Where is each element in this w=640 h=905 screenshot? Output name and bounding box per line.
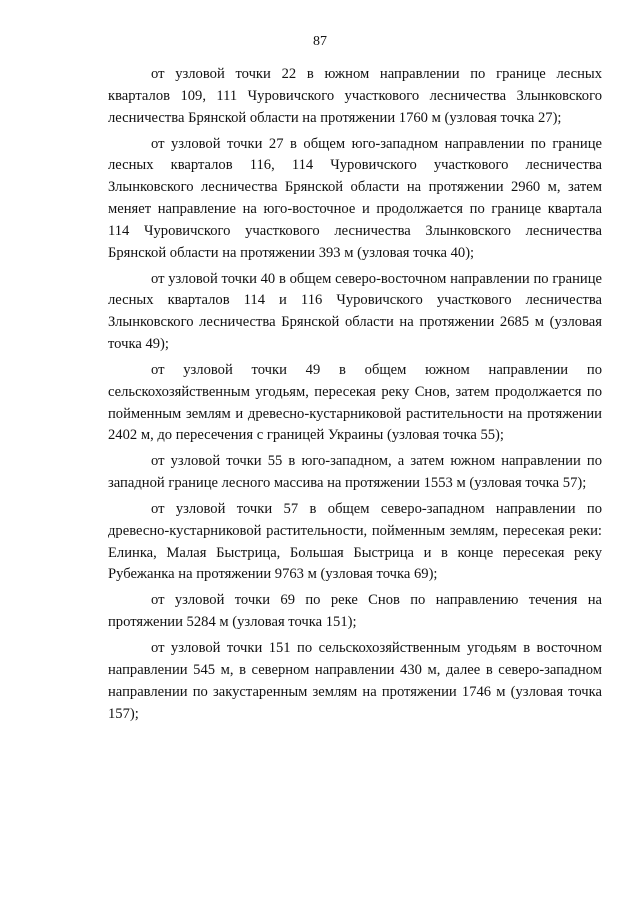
document-body <box>108 64 602 730</box>
paragraph-route-69-151: от узловой точки 69 по реке Снов по направлению течения на протяжении 5284 м (узловая точка 151); <box>108 592 602 631</box>
paragraph-route-22-27: от узловой точки 22 в южном направлении по границе лесных кварталов 109, 111 Чуровичского участкового лесничества Злынковского лесничества Брянской области на протяжении 1760 м (узловая точка 27); <box>108 66 602 126</box>
page-number: 87 <box>313 34 327 49</box>
paragraph-route-49-55: от узловой точки 49 в общем южном направлении по сельскохозяйственным угодьям, пересекая реку Снов, затем продолжается по пойменным землям и древесно-кустарниковой растительности на протяжении 2402 м, до пересечения с границей Украины (узловая точка 55); <box>108 361 602 444</box>
paragraph-route-57-69: от узловой точки 57 в общем северо-западном направлении по древесно-кустарниковой растительности, пойменным землям, пересекая реки: Елинка, Малая Быстрица, Большая Быстрица и в конце пересекая реку Рубежанка на протяжении 9763 м (узловая точка 69); <box>108 501 602 583</box>
paragraph-route-151-157: от узловой точки 151 по сельскохозяйственным угодьям в восточном направлении 545 м, в северном направлении 430 м, далее в северо-западном направлении по закустаренным землям на протяжении 1746 м (узловая точка 157); <box>108 640 602 722</box>
paragraph-route-40-49: от узловой точки 40 в общем северо-восточном направлении по границе лесных кварталов 114 и 116 Чуровичского участкового лесничества Злынковского лесничества Брянской области на протяжении 2685 м (узловая точка 49); <box>108 270 602 352</box>
paragraph-route-55-57: от узловой точки 55 в юго-западном, а затем южном направлении по западной границе лесного массива на протяжении 1553 м (узловая точка 57); <box>108 453 602 492</box>
paragraph-route-27-40: от узловой точки 27 в общем юго-западном направлении по границе лесных кварталов 116, 114 Чуровичского участкового лесничества Злынковского лесничества Брянской области на протяжении 2960 м, затем меняет направление на юго-восточное и продолжается по границе квартала 114 Чуровичского участкового лесничества Злынковского лесничества Брянской области на протяжении 393 м (узловая точка 40); <box>108 135 602 261</box>
